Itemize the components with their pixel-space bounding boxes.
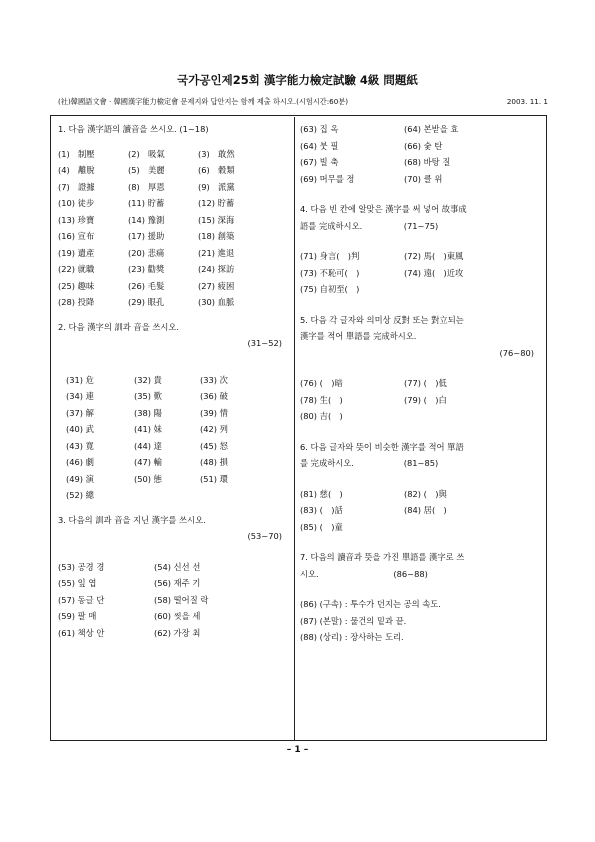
list-item: (12) 貯蓄: [198, 198, 235, 208]
list-item: (10) 徒步: [58, 198, 95, 208]
list-item: (84) 居( ): [404, 505, 447, 515]
list-item: (42) 列: [200, 424, 228, 434]
list-item: (9) 派黨: [198, 181, 235, 192]
list-item: (58) 떨어질 락: [154, 594, 209, 605]
list-item: (51) 環: [200, 473, 228, 484]
list-item: (85) ( )童: [300, 521, 343, 532]
list-item: (73) 不恥可( ): [300, 267, 360, 278]
q6-range: (81~85): [403, 458, 439, 468]
list-item: (15) 深海: [198, 214, 235, 225]
list-item: (47) 輸: [134, 457, 162, 467]
list-item: (27) 疲困: [198, 280, 235, 291]
list-item: (31) 危: [66, 374, 94, 385]
list-item: (32) 貴: [134, 374, 162, 385]
list-item: (87) (본말) : 물건의 밑과 끝.: [300, 615, 407, 626]
q3-range: (53~70): [247, 531, 282, 541]
list-item: (77) ( )低: [404, 378, 447, 388]
list-item: (61) 책상 안: [58, 627, 105, 638]
list-item: (38) 陽: [134, 407, 162, 418]
exam-subtitle: [58, 97, 548, 107]
list-item: (56) 재주 기: [154, 578, 201, 588]
list-item: (2) 吸氣: [128, 148, 165, 159]
q3-items-left: [58, 559, 288, 642]
list-item: (3) 敢然: [198, 148, 235, 159]
q4-items: [300, 248, 540, 298]
list-item: (68) 바탕 질: [404, 157, 451, 167]
q5-heading-cont: 漢字를 적어 單語를 完成하시오.: [300, 331, 417, 341]
list-item: (21) 進退: [198, 247, 235, 258]
list-item: (41) 妹: [134, 424, 162, 434]
q6-heading: 6. 다음 글자와 뜻이 비슷한 漢字를 적어 單語: [300, 441, 464, 452]
list-item: (64) 본받을 효: [404, 124, 459, 134]
list-item: (67) 빌 축: [300, 157, 339, 167]
list-item: (71) 身言( )判: [300, 251, 360, 261]
list-item: (70) 클 위: [404, 173, 443, 184]
list-item: (33) 次: [200, 374, 228, 385]
list-item: (88) (상리) : 장사하는 도리.: [300, 632, 404, 642]
list-item: (86) (구속) : 투수가 던지는 공의 속도.: [300, 599, 441, 609]
q6-heading-cont: 를 完成하시오. (81~85): [300, 458, 439, 468]
list-item: (19) 遺產: [58, 247, 95, 258]
list-item: (13) 珍寶: [58, 214, 95, 225]
list-item: (25) 趣味: [58, 280, 95, 291]
list-item: (59) 팔 매: [58, 611, 97, 621]
q6-items: [300, 486, 540, 536]
q4-range: (71~75): [403, 220, 439, 231]
list-item: (66) 숯 탄: [404, 140, 443, 151]
list-item: (14) 豫測: [128, 214, 165, 225]
list-item: (8) 厚恩: [128, 181, 165, 192]
list-item: (1) 制壓: [58, 148, 95, 159]
list-item: (49) 演: [66, 473, 94, 484]
list-item: (7) 證據: [58, 181, 95, 192]
list-item: (16) 宣布: [58, 231, 95, 241]
list-item: (40) 武: [66, 424, 94, 434]
list-item: (64) 붓 필: [300, 140, 339, 151]
q2-heading: 2. 다음 漢字의 訓과 音을 쓰시오.: [58, 321, 180, 332]
list-item: (26) 毛髮: [128, 280, 165, 291]
list-item: (79) ( )白: [404, 394, 447, 405]
list-item: (34) 連: [66, 391, 94, 401]
list-item: (29) 眼孔: [128, 297, 165, 307]
list-item: (53) 공경 경: [58, 561, 105, 572]
list-item: (36) 破: [200, 391, 228, 401]
list-item: (55) 잎 엽: [58, 578, 97, 588]
right-column: [300, 121, 540, 646]
exam-date: 2003. 11. 1: [506, 97, 548, 106]
list-item: (75) 自初至( ): [300, 284, 360, 294]
column-divider: [294, 117, 295, 740]
list-item: (54) 신선 선: [154, 561, 201, 572]
list-item: (50) 態: [134, 473, 162, 484]
list-item: (18) 創築: [198, 231, 235, 241]
list-item: (78) 生( ): [300, 394, 343, 405]
instruction-line: (社)韓國語文會 · 韓國漢字能力檢定會 문제지와 답안지는 함께 제출 하시오.(시험시간:60분): [58, 97, 349, 106]
list-item: (63) 집 옥: [300, 124, 339, 134]
list-item: (20) 悲痛: [128, 247, 165, 258]
q7-range: (86~88): [393, 568, 428, 579]
list-item: (46) 劇: [66, 457, 94, 467]
list-item: (24) 探訪: [198, 264, 235, 274]
list-item: (22) 就職: [58, 264, 95, 274]
list-item: (44) 達: [134, 440, 162, 451]
q7-heading-cont: 시오. (86~88): [300, 568, 428, 579]
q1-items: [58, 146, 288, 311]
left-column: [58, 121, 288, 641]
list-item: (6) 穀類: [198, 165, 235, 175]
list-item: (43) 寬: [66, 440, 94, 451]
q2-range: (31~52): [247, 338, 282, 348]
q4-heading-cont: 語를 完成하시오. (71~75): [300, 220, 439, 231]
list-item: (37) 解: [66, 407, 94, 418]
list-item: (39) 情: [200, 407, 228, 418]
list-item: (28) 投降: [58, 297, 95, 307]
q5-items: [300, 375, 540, 425]
q2-items: [58, 372, 288, 504]
list-item: (69) 머무를 정: [300, 173, 355, 184]
list-item: (82) ( )與: [404, 488, 447, 499]
exam-title: 국가공인제25회 漢字能力檢定試驗 4級 問題紙: [177, 73, 418, 87]
list-item: (35) 歎: [134, 391, 162, 401]
list-item: (4) 離脫: [58, 165, 95, 175]
list-item: (5) 美麗: [128, 165, 165, 175]
q5-heading: 5. 다음 각 글자와 의미상 反對 또는 對立되는: [300, 314, 464, 325]
list-item: (83) ( )話: [300, 505, 343, 515]
q3-items-right: [300, 121, 540, 187]
q3-heading: 3. 다음의 訓과 音을 지닌 漢字를 쓰시오.: [58, 514, 206, 525]
list-item: (17) 援助: [128, 231, 165, 241]
list-item: (45) 怒: [200, 440, 228, 451]
list-item: (72) 馬( )東風: [404, 251, 464, 261]
list-item: (80) 吉( ): [300, 411, 343, 421]
list-item: (30) 血脈: [198, 297, 235, 307]
list-item: (74) 遠( )近攻: [404, 267, 464, 278]
q7-heading: 7. 다음의 讀音과 뜻을 가진 單語를 漢字로 쓰: [300, 552, 465, 562]
list-item: (23) 勸獎: [128, 264, 165, 274]
list-item: (60) 씻을 세: [154, 611, 201, 621]
list-item: (62) 가장 최: [154, 627, 201, 638]
q5-range: (76~80): [499, 347, 534, 358]
list-item: (52) 總: [66, 490, 94, 500]
q4-heading: 4. 다음 빈 칸에 알맞은 漢字를 써 넣어 故事成: [300, 204, 467, 214]
q1-heading: 1. 다음 漢字語의 讀音을 쓰시오. (1~18): [58, 124, 209, 134]
list-item: (76) ( )暗: [300, 378, 343, 388]
list-item: (57) 동글 단: [58, 594, 105, 605]
list-item: (48) 損: [200, 457, 228, 467]
page-number: – 1 –: [286, 745, 309, 755]
list-item: (81) 慈( ): [300, 488, 343, 499]
list-item: (11) 貯蓄: [128, 198, 165, 208]
